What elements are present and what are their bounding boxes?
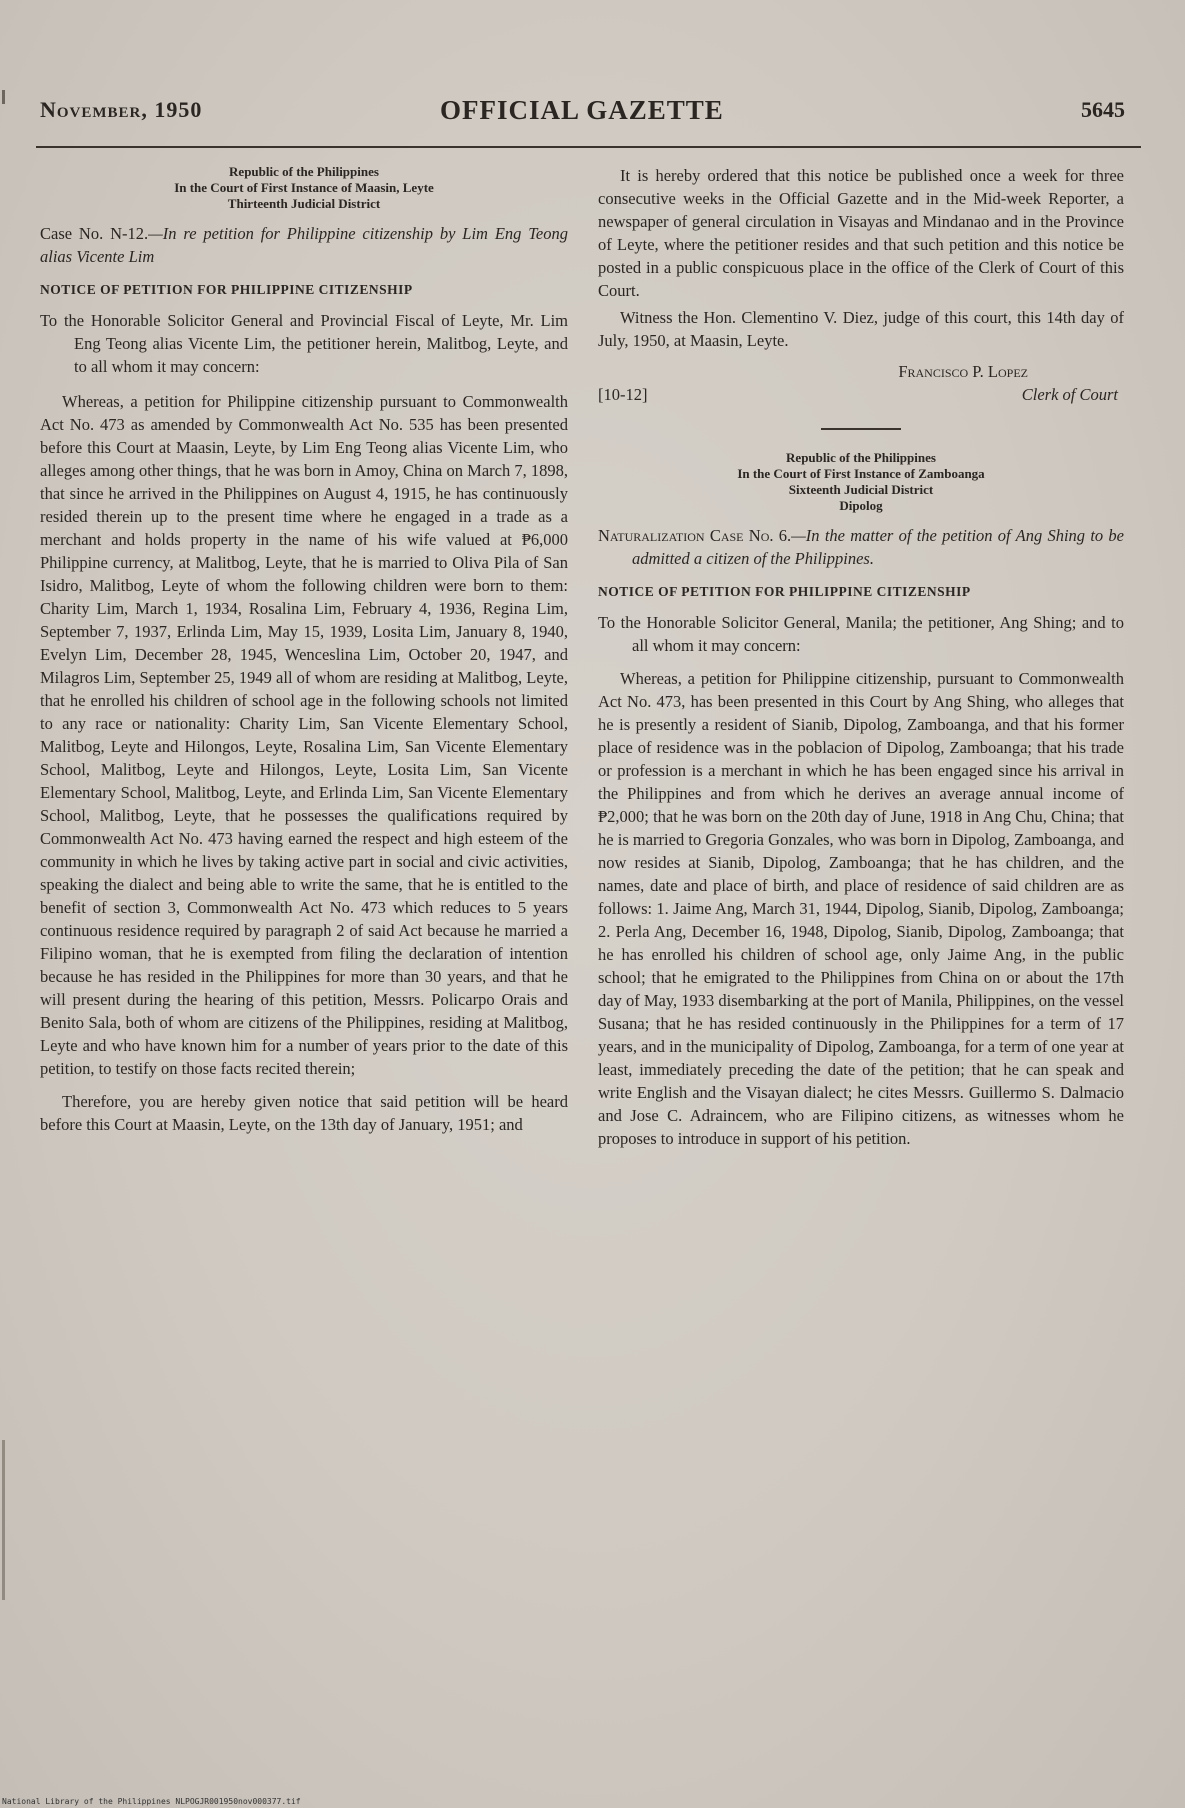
page-header (40, 97, 1125, 137)
case-number: Case No. N-12. (40, 224, 149, 243)
signer-name: Francisco P. Lopez (898, 362, 1028, 381)
paragraph: Whereas, a petition for Philippine citizenship, pursuant to Commonwealth Act No. 473, has been presented in this Court by Ang Shing, who alleges that he is presently a resident of Sianib, Dipolog, Zamboanga, and that his former place of residence was in the poblacion of Dipolog, Zamboanga; that his trade or profession is a merchant in which he has been engaged since his arrival in the Philippines and from which he derives an average annual income of ₱2,000; that he was born on the 20th day of June, 1918 in Ang Chu, China; that he is married to Gregoria Gonzales, who was born in Dipolog, Zamboanga, and now resides at Sianib, Dipolog, Zamboanga; that he has children, and the names, date and place of birth, and place of residence of said children are as follows: 1. Jaime Ang, March 31, 1944, Dipolog, Sianib, Dipolog, Zamboanga; 2. Perla Ang, December 16, 1948, Dipolog, Sianib, Dipolog, Zamboanga; that he has enrolled his children of school age, only Jaime Ang, in the public school; that he emigrated to the Philippines from China on or about the 17th day of May, 1933 disembarking at the port of Manila, Philippines, on the vessel Susana; that he has resided continuously in the Philippines for a term of 17 years, and in the municipality of Dipolog, Zamboanga, for a term of one year at least, immediately preceding the date of the petition; that he can speak and write English and the Visayan dialect; he cites Messrs. Guillermo S. Dalmacio and Jose C. Adraincem, who are Filipino citizens, as witnesses whom he proposes to introduce in support of his petition. (598, 668, 1124, 1148)
case-title: —In the matter of the petition of Ang Shing to be admitted a citizen of the Philippines. (632, 525, 1124, 568)
court-heading: Republic of the Philippines In the Court of First Instance of Zamboanga Sixteenth Judicial District Dipolog (737, 449, 985, 513)
scan-footer: National Library of the Philippines NLPOGJR001950nov000377.tif (2, 1797, 301, 1806)
section-divider (821, 428, 901, 430)
scan-edge-mark (2, 1440, 5, 1600)
notice-heading: NOTICE OF PETITION FOR PHILIPPINE CITIZENSHIP (40, 282, 413, 297)
paragraph: Witness the Hon. Clementino V. Diez, judge of this court, this 14th day of July, 1950, at Maasin, Leyte. (598, 308, 1124, 350)
scan-edge-mark (2, 90, 5, 104)
case-caption (40, 222, 568, 268)
left-body (40, 390, 568, 1136)
court-heading: Republic of the Philippines In the Court of First Instance of Maasin, Leyte Thirteenth Judicial District (174, 164, 434, 211)
header-page-number: 5645 (1081, 97, 1125, 122)
signer-title: Clerk of Court (1021, 385, 1118, 404)
header-rule (36, 146, 1141, 148)
paragraph: Therefore, you are hereby given notice that said petition will be heard before this Court at Maasin, Leyte, on the 13th day of January, 1951; and (40, 1092, 568, 1134)
right-column (598, 164, 1124, 1150)
case-caption (598, 524, 1124, 570)
header-date: November, 1950 (40, 97, 203, 122)
notice-heading: NOTICE OF PETITION FOR PHILIPPINE CITIZENSHIP (598, 583, 971, 599)
address: To the Honorable Solicitor General, Manila; the petitioner, Ang Shing; and to all whom it may concern: (598, 612, 1124, 655)
paragraph: Whereas, a petition for Philippine citizenship pursuant to Commonwealth Act No. 473 as amended by Commonwealth Act No. 535 has been presented before this Court at Maasin, Leyte, by Lim Eng Teong alias Vicente Lim, who alleges among other things, that he was born in Amoy, China on March 7, 1898, that since he arrived in the Philippines on August 4, 1915, he has continuously resided therein up to the present time where he engaged in a trade as a merchant and holds property in the name of his wife valued at ₱6,000 Philippine currency, at Malitbog, Leyte, that he is married to Oliva Pila of San Isidro, Malitbog, Leyte of whom the following children were born to them: Charity Lim, March 1, 1934, Rosalina Lim, February 4, 1936, Regina Lim, September 7, 1937, Erlinda Lim, May 15, 1939, Losita Lim, January 8, 1940, Evelyn Lim, December 28, 1945, Wenceslina Lim, October 20, 1947, and Milagros Lim, September 25, 1949 all of whom are residing at Malitbog, Leyte, that he enrolled his children of school age in the following schools not limited to any race or nationality: Charity Lim, San Vicente Elementary School, Malitbog, Leyte and Hilongos, Leyte, Rosalina Lim, San Vicente Elementary School, Malitbog, Leyte and Hilongos, Leyte, Losita Lim, San Vicente Elementary School, Malitbog, Leyte, and Erlinda Lim, San Vicente Elementary School, Malitbog, Leyte, that he possesses the qualifications required by Commonwealth Act No. 473 having earned the respect and high esteem of the community in which he lives by taking active part in social and civic activities, speaking the dialect and being able to write the same, that he is entitled to the benefit of section 3, Commonwealth Act No. 473 which reduces to 5 years continuous residence required by paragraph 2 of said Act because he married a Filipino woman, that he is exempted from filing the declaration of intention because he has resided in the Philippines for more than 30 years, and that he will present during the hearing of this petition, Messrs. Policarpo Orais and Benito Sala, both of whom are citizens of the Philippines, residing at Malitbog, Leyte and who have known him for a number of years prior to the date of this petition, to testify on those facts recited therein; (40, 392, 568, 1078)
right-body-2 (598, 667, 1124, 1150)
issue-reference: [10-12] (598, 385, 648, 404)
case-title: —In re petition for Philippine citizenship by Lim Eng Teong alias Vicente Lim (40, 224, 569, 266)
header-title: OFFICIAL GAZETTE (440, 95, 724, 125)
right-body (598, 164, 1124, 352)
left-column (40, 164, 568, 1136)
signature-block (598, 360, 1124, 408)
case-number: Naturalization Case No. 6. (598, 525, 792, 545)
address: To the Honorable Solicitor General and Provincial Fiscal of Leyte, Mr. Lim Eng Teong alias Vicente Lim, the petitioner herein, Malitbog, Leyte, and to all whom it may concern: (40, 311, 568, 376)
paragraph: It is hereby ordered that this notice be published once a week for three consecutive weeks in the Official Gazette and in the Mid-week Reporter, a newspaper of general circulation in Visayas and Mindanao and in the Province of Leyte, where the petitioner resides and that such petition and this notice be posted in a public conspicuous place in the office of the Clerk of Court of this Court. (598, 166, 1124, 300)
